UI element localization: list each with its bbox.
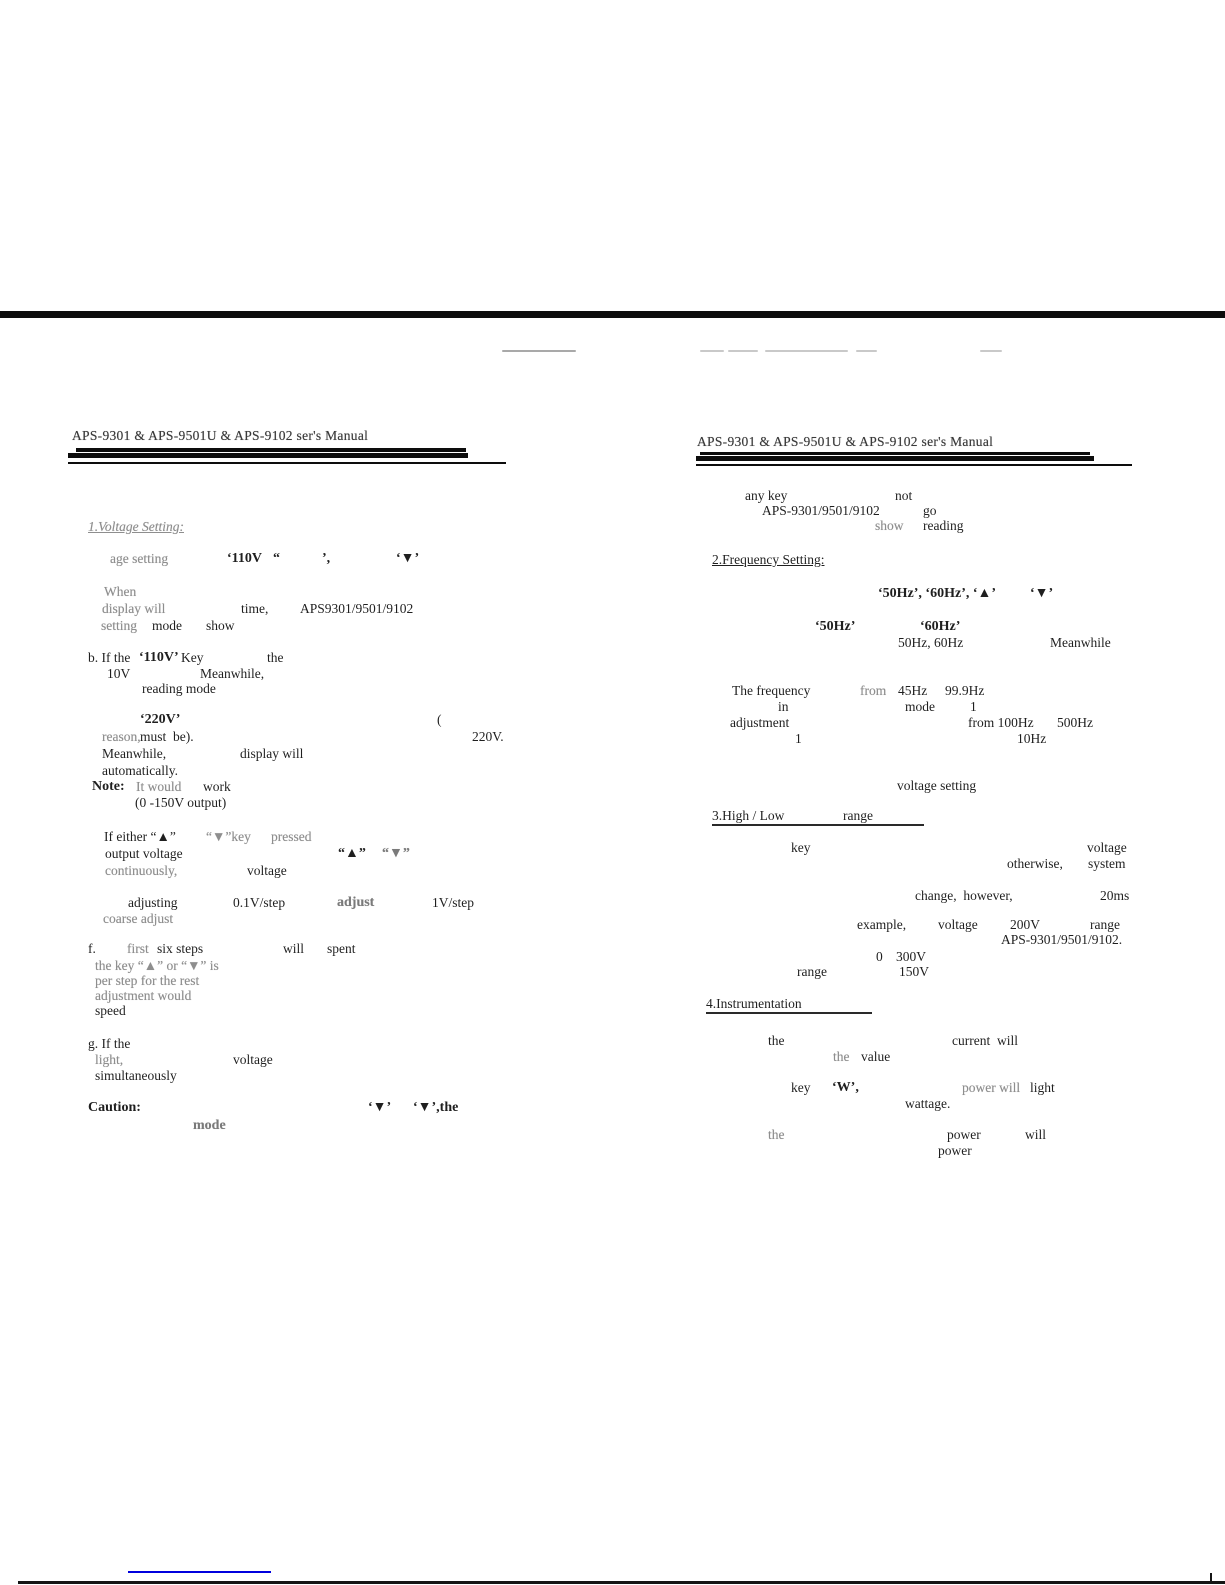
text-fragment: coarse adjust: [103, 911, 174, 926]
right-page-header: APS-9301 & APS-9501U & APS-9102 ser's Manual: [697, 434, 994, 449]
text-fragment: Meanwhile,: [102, 746, 167, 761]
text-fragment: 1V/step: [432, 895, 474, 910]
scan-smudge: [700, 350, 724, 352]
scan-smudge: [728, 350, 758, 352]
text-fragment: ‘50Hz’: [815, 619, 856, 634]
text-fragment: adjustment: [730, 715, 790, 730]
text-fragment: ‘50Hz’, ‘60Hz’, ‘▲’: [878, 586, 997, 601]
text-fragment: voltage setting: [897, 778, 977, 793]
text-fragment: example,: [857, 917, 907, 932]
text-fragment: Note:: [92, 779, 125, 794]
left-header-rule-thin: [68, 462, 506, 464]
text-fragment: work: [203, 779, 231, 794]
text-fragment: adjust: [337, 895, 375, 910]
text-fragment: voltage: [1087, 840, 1127, 855]
text-fragment: in: [778, 699, 789, 714]
text-fragment: 1: [795, 731, 802, 746]
text-fragment: Meanwhile,: [200, 666, 265, 681]
section-heading-voltage-setting: 1.Voltage Setting:: [88, 519, 184, 534]
text-fragment: 220V.: [472, 729, 504, 744]
scan-smudge: [502, 350, 576, 352]
text-fragment: value: [861, 1049, 891, 1064]
text-fragment: show: [875, 518, 904, 533]
text-fragment: light,: [95, 1052, 124, 1067]
text-fragment: ‘60Hz’: [920, 619, 961, 634]
text-fragment: change, however,: [915, 888, 1013, 903]
text-fragment: mode: [193, 1118, 226, 1133]
text-fragment: continuously,: [105, 863, 178, 878]
text-fragment: voltage: [247, 863, 287, 878]
text-fragment: power will: [962, 1080, 1021, 1095]
page-top-rule: [0, 311, 1225, 318]
text-fragment: ‘▼’,the: [413, 1100, 459, 1115]
text-fragment: 150V: [899, 964, 929, 979]
text-fragment: f.: [88, 941, 96, 956]
right-header-rule-top: [700, 452, 1090, 455]
text-fragment: first: [127, 941, 149, 956]
text-fragment: It would: [136, 779, 182, 794]
text-fragment: 200V: [1010, 917, 1040, 932]
text-fragment: speed: [95, 1003, 126, 1018]
text-fragment: system: [1088, 856, 1126, 871]
text-fragment: “: [273, 551, 280, 566]
text-fragment: output voltage: [105, 846, 183, 861]
heading-underline-high-low: [712, 824, 924, 826]
page-bottom-rule-tick: [1210, 1573, 1212, 1582]
text-fragment: g. If the: [88, 1036, 131, 1051]
text-fragment: not: [895, 488, 913, 503]
section-heading-high-low-range: 3.High / Low: [712, 808, 785, 823]
text-fragment: display will: [240, 746, 304, 761]
text-fragment: When: [104, 584, 137, 599]
text-fragment: time,: [241, 601, 269, 616]
text-fragment: APS9301/9501/9102: [300, 601, 414, 616]
text-fragment: the key “▲” or “▼” is: [95, 958, 219, 973]
text-fragment: Meanwhile: [1050, 635, 1111, 650]
text-fragment: (: [437, 712, 442, 727]
text-fragment: ‘220V’: [140, 712, 181, 727]
scan-smudge: [856, 350, 877, 352]
text-fragment: from: [860, 683, 887, 698]
text-fragment: key: [791, 1080, 811, 1095]
text-fragment: six steps: [157, 941, 204, 956]
section-heading-instrumentation: 4.Instrumentation: [706, 996, 802, 1011]
text-fragment: the: [833, 1049, 850, 1064]
text-fragment: 20ms: [1100, 888, 1130, 903]
text-fragment: 99.9Hz: [945, 683, 985, 698]
text-fragment: voltage: [233, 1052, 273, 1067]
text-fragment: display will: [102, 601, 166, 616]
text-fragment: wattage.: [905, 1096, 951, 1111]
page-bottom-rule: [18, 1581, 1225, 1584]
text-fragment: power: [947, 1127, 981, 1142]
text-fragment: ‘▼’: [368, 1100, 392, 1115]
text-fragment: age setting: [110, 551, 169, 566]
section-heading-frequency-setting: 2.Frequency Setting:: [712, 552, 825, 567]
text-fragment: Key: [181, 650, 204, 665]
text-fragment: (0 -150V output): [135, 795, 227, 810]
text-fragment: APS-9301/9501/9102: [762, 503, 880, 518]
text-fragment: 0.1V/step: [233, 895, 286, 910]
text-fragment: go: [923, 503, 937, 518]
text-fragment: 10Hz: [1017, 731, 1047, 746]
text-fragment: APS-9301/9501/9102.: [1001, 932, 1123, 947]
text-fragment: from 100Hz: [968, 715, 1034, 730]
text-fragment: per step for the rest: [95, 973, 200, 988]
text-fragment: range: [1090, 917, 1120, 932]
right-header-rule-bottom: [696, 456, 1094, 461]
text-fragment: adjusting: [128, 895, 178, 910]
text-fragment: b. If the: [88, 650, 131, 665]
text-fragment: mode: [905, 699, 935, 714]
text-fragment: Caution:: [88, 1100, 141, 1115]
text-fragment: ‘110V: [227, 551, 262, 566]
text-fragment: “▼”key: [206, 829, 251, 844]
text-fragment: 300V: [896, 949, 926, 964]
text-fragment: 500Hz: [1057, 715, 1093, 730]
text-fragment: If either “▲”: [104, 829, 176, 844]
text-fragment: must be).: [140, 729, 194, 744]
scan-smudge: [765, 350, 848, 352]
text-fragment: spent: [327, 941, 356, 956]
text-fragment: setting: [101, 618, 137, 633]
text-fragment: will: [1025, 1127, 1047, 1142]
text-fragment: automatically.: [102, 763, 178, 778]
text-fragment: otherwise,: [1007, 856, 1063, 871]
text-fragment: light: [1030, 1080, 1055, 1095]
text-fragment: show: [206, 618, 235, 633]
text-fragment: ‘W’,: [832, 1080, 859, 1095]
text-fragment: ’,: [322, 551, 331, 566]
text-fragment: ‘▼’: [396, 551, 420, 566]
text-fragment: the: [267, 650, 284, 665]
text-fragment: “▼”: [382, 846, 410, 861]
left-page-header: APS-9301 & APS-9501U & APS-9102 ser's Manual: [72, 428, 369, 443]
text-fragment: adjustment would: [95, 988, 192, 1003]
text-fragment: 1: [970, 699, 977, 714]
text-fragment: any key: [745, 488, 788, 503]
text-fragment: 10V: [107, 666, 131, 681]
text-fragment: the: [768, 1127, 785, 1142]
left-header-rule-top: [76, 448, 466, 452]
text-fragment: current will: [952, 1033, 1018, 1048]
text-fragment: will: [283, 941, 305, 956]
text-fragment: 45Hz: [898, 683, 928, 698]
text-fragment: The frequency: [732, 683, 811, 698]
text-fragment: range: [843, 808, 873, 823]
text-fragment: reason,: [102, 729, 141, 744]
footer-link[interactable]: [128, 1571, 271, 1573]
heading-underline-instrumentation: [706, 1012, 872, 1014]
text-fragment: key: [791, 840, 811, 855]
text-fragment: voltage: [938, 917, 978, 932]
text-fragment: ‘▼’: [1030, 586, 1054, 601]
text-fragment: mode: [152, 618, 182, 633]
text-fragment: pressed: [271, 829, 312, 844]
left-header-rule-bottom: [68, 453, 468, 458]
text-fragment: reading mode: [142, 681, 216, 696]
text-fragment: range: [797, 964, 827, 979]
text-fragment: simultaneously: [95, 1068, 177, 1083]
text-fragment: 50Hz, 60Hz: [898, 635, 964, 650]
text-fragment: 0: [876, 949, 883, 964]
text-fragment: ‘110V’: [139, 650, 179, 665]
right-header-rule-thin: [696, 464, 1132, 466]
text-fragment: the: [768, 1033, 785, 1048]
text-fragment: reading: [923, 518, 964, 533]
text-fragment: power: [938, 1143, 972, 1158]
scan-smudge: [980, 350, 1002, 352]
text-fragment: “▲”: [338, 846, 366, 861]
